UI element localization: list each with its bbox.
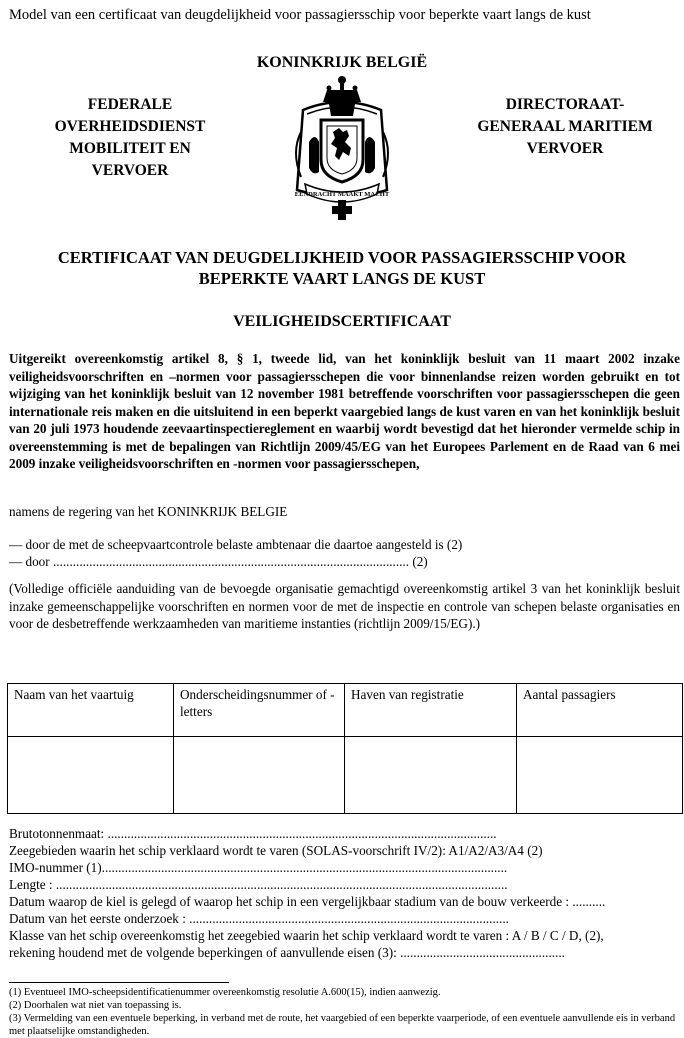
authority-right-line: VERVOER [526,140,604,157]
authority-right-line: DIRECTORAAT- [505,96,625,113]
authority-left-line: FEDERALE [87,96,173,113]
option-official: — door de met de scheepvaartcontrole belaste ambtenaar die daartoe aangesteld is (2) [9,537,463,552]
coat-of-arms-emblem [283,72,401,222]
certificate-title [0,247,684,289]
authority-left-line: OVERHEIDSDIENST [54,118,206,135]
cell-ship-name[interactable] [8,737,174,814]
field-gross-tonnage: Brutotonnenmaat: ...................................................................................................................... [9,826,497,841]
field-first-survey: Datum van het eerste onderzoek : ................................................................................................. [9,911,509,926]
footnote-3: (3) Vermelding van een eventuele beperking, in verband met de route, het vaargebied of een beperkte vaarperiode, of een eventuele aanvullende eis in verband met plaatselijke omstandigheden. [9,1013,676,1037]
option-organisation: — door ............................................................................................................ (2) [9,554,428,569]
authority-left [30,94,230,182]
footnote-divider [9,982,229,983]
cell-identification[interactable] [174,737,345,814]
table-header-row [8,684,683,737]
field-imo-number: IMO-nummer (1)........................................................................................................................... [9,860,508,875]
government-line: namens de regering van het KONINKRIJK BELGIE [9,504,288,519]
field-length: Lengte : ......................................................................................................................................... [9,877,508,892]
ship-table [7,683,683,814]
svg-text:EENDRACHT MAAKT MACHT: EENDRACHT MAAKT MACHT [294,191,390,198]
table-row [8,737,683,814]
field-keel-date: Datum waarop de kiel is gelegd of waarop het schip in een vergelijkbaar stadium van de bouw verkeerde : .......... [9,894,606,909]
cell-port[interactable] [345,737,517,814]
certificate-title-line: CERTIFICAAT VAN DEUGDELIJKHEID VOOR PASSAGIERSSCHIP VOOR [57,248,627,267]
organisation-note: (Volledige officiële aanduiding van de bevoegde organisatie gemachtigd overeenkomstig artikel 3 van het koninklijk besluit inzake gemeenschappelijke voorschriften en normen voor de met de inspectie en controle van schepen belaste organisaties en voor de desbetreffende werkzaamheden van maritieme instanties (richtlijn 2009/15/EG).) [9,581,680,631]
field-restrictions: rekening houdend met de volgende beperkingen of aanvullende eisen (3): .................................................. [9,945,565,960]
header-ship-name: Naam van het vaartuig [8,684,174,737]
footnote-1: (1) Eventueel IMO-scheepsidentificatienummer overeenkomstig resolutie A.600(15), indien aanwezig. [9,987,441,998]
header-passengers: Aantal passagiers [517,684,683,737]
certificate-subtitle: VEILIGHEIDSCERTIFICAAT [233,313,451,330]
issuance-paragraph: Uitgereikt overeenkomstig artikel 8, § 1, tweede lid, van het koninklijk besluit van 11 maart 2002 inzake veiligheidsvoorschriften en –normen voor passagiersschepen die voor binnenlandse reizen worden gebruikt en tot wijziging van het koninklijk besluit van 12 november 1981 betreffende voorschriften voor passagiersschepen die geen internationale reis maken en die uitsluitend in een beperkt vaargebied langs de kust varen en van het koninklijk besluit van 20 juli 1973 houdende zeevaartinspectiereglement en waarbij wordt bevestigd dat het hieronder vermelde schip in overeenstemming is met de bepalingen van Richtlijn 2009/45/EG van het Europees Parlement en de Raad van 6 mei 2009 inzake veiligheidsvoorschriften en -normen voor passagiersschepen, [9,351,680,471]
footnote-2: (2) Doorhalen wat niet van toepassing is. [9,1000,182,1011]
field-sea-areas: Zeegebieden waarin het schip verklaard wordt te varen (SOLAS-voorschrift IV/2): A1/A2/A3/A4 (2) [9,843,543,858]
kingdom-heading: KONINKRIJK BELGIË [256,54,428,71]
authority-right [455,94,675,160]
authority-right-line: GENERAAL MARITIEM [477,118,653,135]
certificate-title-line: BEPERKTE VAART LANGS DE KUST [198,269,486,288]
field-ship-class: Klasse van het schip overeenkomstig het zeegebied waarin het schip verklaard wordt te varen : A / B / C / D, (2), [9,928,604,943]
header-port: Haven van registratie [345,684,517,737]
header-identification: Onderscheidingsnummer of -letters [174,684,345,737]
authority-left-line: MOBILITEIT EN [69,140,191,157]
cell-passengers[interactable] [517,737,683,814]
authority-left-line: VERVOER [91,162,169,179]
intro-title: Model van een certificaat van deugdelijkheid voor passagiersschip voor beperkte vaart langs de kust [9,7,591,23]
